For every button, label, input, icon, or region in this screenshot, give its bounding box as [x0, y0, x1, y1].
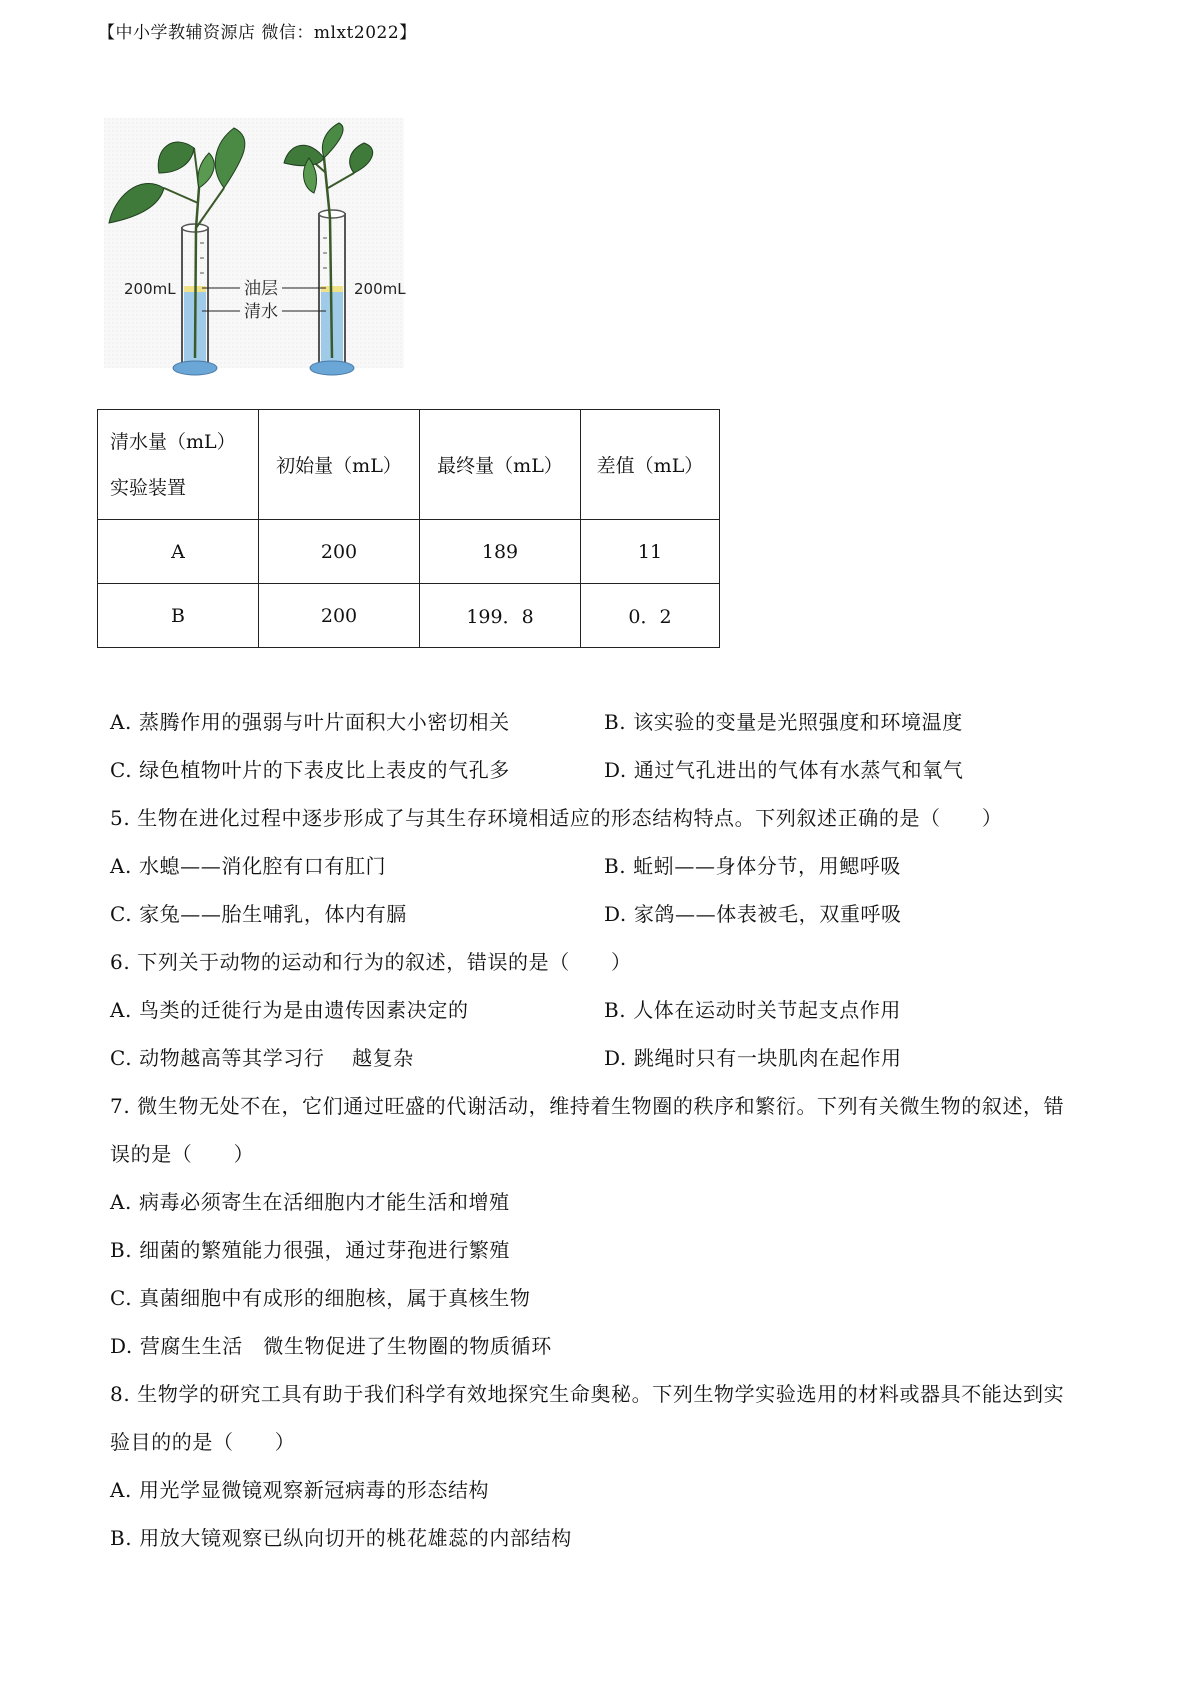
q5-option-b: B. 蚯蚓——身体分节，用鳃呼吸: [604, 854, 902, 878]
q7-option-a: A. 病毒必须寄生在活细胞内才能生活和增殖: [110, 1190, 510, 1214]
q7-option-b: B. 细菌的繁殖能力很强，通过芽孢进行繁殖: [110, 1238, 511, 1262]
q4-option-c: C. 绿色植物叶片的下表皮比上表皮的气孔多: [110, 758, 510, 782]
q8-option-a: A. 用光学显微镜观察新冠病毒的形态结构: [110, 1478, 490, 1502]
q6-option-c: C. 动物越高等其学习行 越复杂: [110, 1046, 414, 1070]
cell-initial: 200: [259, 520, 420, 584]
q6-option-d: D. 跳绳时只有一块肌肉在起作用: [604, 1046, 902, 1070]
label-oil-layer: 油层: [244, 279, 278, 299]
q5-option-c: C. 家兔——胎生哺乳，体内有膈: [110, 902, 407, 926]
q4-option-b: B. 该实验的变量是光照强度和环境温度: [604, 710, 963, 734]
page-header-watermark: 【中小学教辅资源店 微信：mlxt2022】: [98, 23, 417, 43]
q6-stem: 6. 下列关于动物的运动和行为的叙述，错误的是（ ）: [110, 950, 632, 974]
q7-stem-line2: 误的是（ ）: [110, 1142, 255, 1166]
q4-option-a: A. 蒸腾作用的强弱与叶片面积大小密切相关: [110, 710, 510, 734]
cell-final: 189: [420, 520, 581, 584]
table-row: [98, 520, 720, 584]
q8-stem-line1: 8. 生物学的研究工具有助于我们科学有效地探究生命奥秘。下列生物学实验选用的材料或器具不能达到实: [110, 1382, 1065, 1406]
cell-final: 199．8: [420, 584, 581, 648]
q8-stem-line2: 验目的的是（ ）: [110, 1430, 296, 1454]
q7-option-d: D. 营腐生生活 微生物促进了生物圈的物质循环: [110, 1334, 552, 1358]
q7-option-c: C. 真菌细胞中有成形的细胞核，属于真核生物: [110, 1286, 531, 1310]
column-header-initial: 初始量（mL）: [259, 410, 420, 520]
label-right-volume: 200mL: [354, 280, 406, 298]
label-left-volume: 200mL: [124, 280, 176, 298]
cell-diff: 11: [581, 520, 720, 584]
q8-option-b: B. 用放大镜观察已纵向切开的桃花雄蕊的内部结构: [110, 1526, 572, 1550]
experiment-table: [97, 409, 720, 648]
q4-option-d: D. 通过气孔进出的气体有水蒸气和氧气: [604, 758, 964, 782]
diag-header-bottom: 实验装置: [110, 476, 187, 499]
table-diag-header: [98, 410, 259, 520]
experiment-figure: [104, 118, 444, 388]
q6-option-b: B. 人体在运动时关节起支点作用: [604, 998, 902, 1022]
column-header-diff: 差值（mL）: [581, 410, 720, 520]
column-header-final: 最终量（mL）: [420, 410, 581, 520]
q6-option-a: A. 鸟类的迁徙行为是由遗传因素决定的: [110, 998, 469, 1022]
q7-stem-line1: 7. 微生物无处不在，它们通过旺盛的代谢活动，维持着生物圈的秩序和繁衍。下列有关微生物的叙述，错: [110, 1094, 1065, 1118]
label-water: 清水: [244, 302, 278, 322]
cell-device: A: [98, 520, 259, 584]
cell-initial: 200: [259, 584, 420, 648]
cell-device: B: [98, 584, 259, 648]
table-header-row: [98, 410, 720, 520]
cell-diff: 0．2: [581, 584, 720, 648]
q5-option-d: D. 家鸽——体表被毛，双重呼吸: [604, 902, 902, 926]
diag-header-top: 清水量（mL）: [110, 430, 236, 453]
table-row: [98, 584, 720, 648]
q5-stem: 5. 生物在进化过程中逐步形成了与其生存环境相适应的形态结构特点。下列叙述正确的是（ ）: [110, 806, 1003, 830]
q5-option-a: A. 水螅——消化腔有口有肛门: [110, 854, 387, 878]
